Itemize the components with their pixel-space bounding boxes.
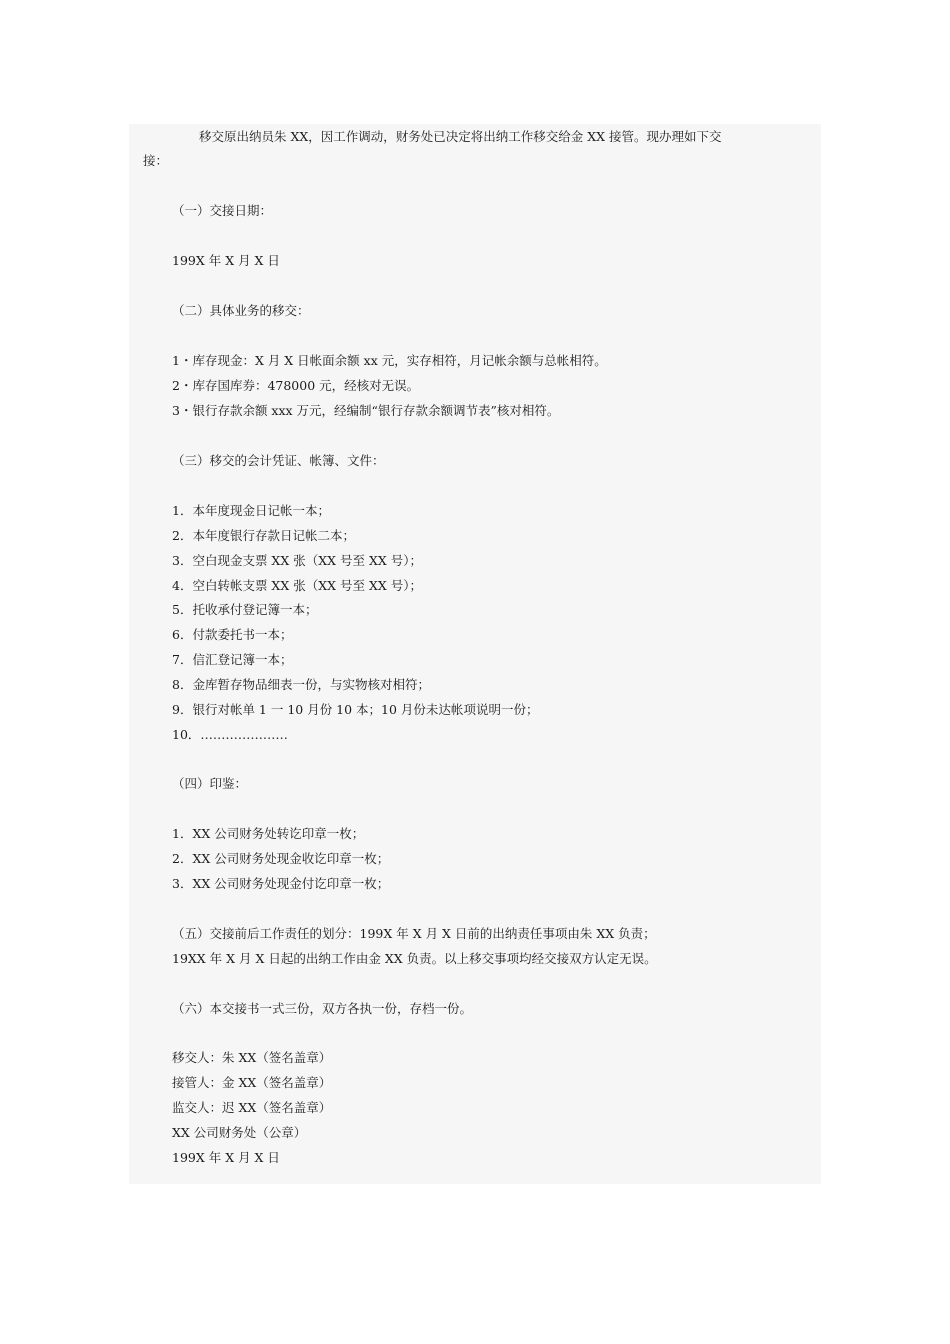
handover-date-value: 199X 年 X 月 X 日 [172,253,280,268]
list-item: 2．本年度银行存款日记帐二本； [172,528,355,543]
list-item: 6．付款委托书一本； [172,627,293,642]
list-item: 2．XX 公司财务处现金收讫印章一枚； [172,851,390,866]
list-item: 3．空白现金支票 XX 张（XX 号至 XX 号）； [172,553,422,568]
responsibility-line-2: 19XX 年 X 月 X 日起的出纳工作由金 XX 负责。以上移交事项均经交接双方认定无误。 [172,951,657,966]
intro-line-1: 移交原出纳员朱 XX，因工作调动，财务处已决定将出纳工作移交给金 XX 接管。现办理如下交 [199,129,722,144]
list-item: 2・库存国库券：478000 元，经核对无误。 [172,378,420,393]
intro-line-2: 接： [143,153,169,168]
list-item: 1・库存现金：X 月 X 日帐面余额 xx 元，实存相符，月记帐余额与总帐相符。 [172,353,607,368]
signature-department: XX 公司财务处（公章） [172,1125,307,1140]
list-item: 4．空白转帐支票 XX 张（XX 号至 XX 号）； [172,578,422,593]
signature-transferor: 移交人：朱 XX（签名盖章） [172,1050,332,1065]
list-item: 3．XX 公司财务处现金付讫印章一枚； [172,876,390,891]
section-heading-handover-date: （一）交接日期： [172,203,273,218]
list-item: 10．………………… [172,727,288,742]
list-item: 5．托收承付登记簿一本； [172,602,318,617]
list-item: 1．XX 公司财务处转讫印章一枚； [172,826,365,841]
list-item: 3・银行存款余额 xxx 万元，经编制“银行存款余额调节表”核对相符。 [172,403,560,418]
signature-date: 199X 年 X 月 X 日 [172,1150,280,1165]
responsibility-line-1: （五）交接前后工作责任的划分：199X 年 X 月 X 日前的出纳责任事项由朱 XX 负责； [172,926,656,941]
list-item: 1．本年度现金日记帐一本； [172,503,330,518]
list-item: 8．金库暂存物品细表一份，与实物核对相符； [172,677,430,692]
section-heading-business-transfer: （二）具体业务的移交： [172,303,310,318]
section-heading-documents-transfer: （三）移交的会计凭证、帐簿、文件： [172,453,385,468]
list-item: 7．信汇登记簿一本； [172,652,293,667]
signature-receiver: 接管人：金 XX（签名盖章） [172,1075,332,1090]
copies-clause: （六）本交接书一式三份，双方各执一份，存档一份。 [172,1001,473,1016]
signature-supervisor: 监交人：迟 XX（签名盖章） [172,1100,332,1115]
section-heading-seals: （四）印鉴： [172,776,248,791]
list-item: 9．银行对帐单 1 一 10 月份 10 本；10 月份未达帐项说明一份； [172,702,539,717]
